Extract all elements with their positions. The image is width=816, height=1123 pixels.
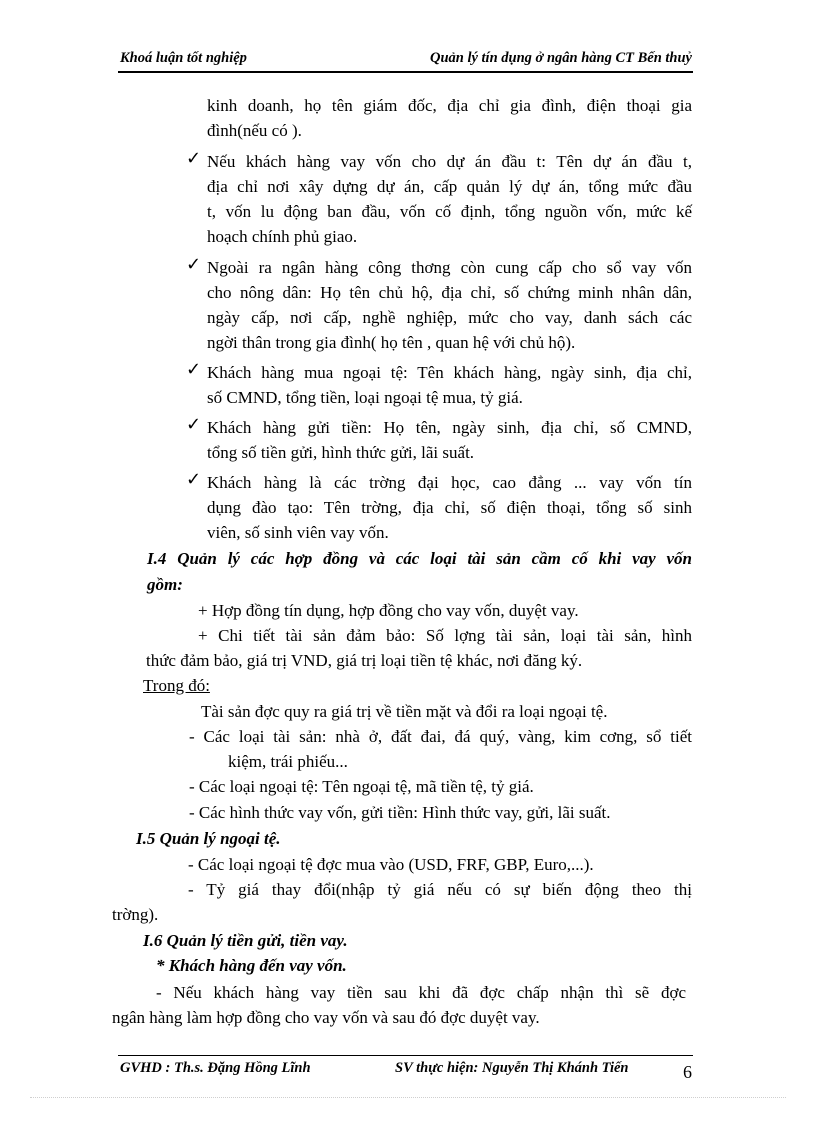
header-left: Khoá luận tốt nghiệp: [120, 50, 247, 66]
checkmark-icon: ✓: [186, 469, 202, 490]
list-item: - Các loại ngoại tệ: Tên ngoại tệ, mã tiền tệ, tỷ giá.: [189, 777, 534, 796]
footer-supervisor: GVHD : Th.s. Đặng Hồng Lĩnh: [120, 1060, 311, 1076]
section-heading: I.5 Quản lý ngoại tệ.: [136, 829, 281, 848]
list-item: - Các hình thức vay vốn, gửi tiền: Hình thức vay, gửi, lãi suất.: [189, 803, 611, 822]
text-line: ngày cấp, nơi cấp, nghề nghiệp, mức cho vay, danh sách các: [207, 308, 692, 327]
text-line: số CMND, tổng tiền, loại ngoại tệ mua, tỷ giá.: [207, 388, 523, 407]
page-bottom-divider: [30, 1097, 786, 1098]
text-line: Nếu khách hàng vay vốn cho dự án đầu t: Tên dự án đầu t,: [207, 152, 692, 171]
text-line: Ngoài ra ngân hàng công thơng còn cung cấp cho sổ vay vốn: [207, 258, 692, 277]
text-line: viên, số sinh viên vay vốn.: [207, 523, 389, 542]
footer-rule: [118, 1055, 693, 1056]
text-line: Khách hàng mua ngoại tệ: Tên khách hàng, ngày sinh, địa chỉ,: [207, 363, 692, 382]
subheading: Trong đó:: [143, 676, 210, 695]
text-line: đình(nếu có ).: [207, 121, 302, 140]
text-line: + Chi tiết tài sản đảm bảo: Số lợng tài sản, loại tài sản, hình: [198, 626, 692, 645]
list-item: - Các loại tài sản: nhà ở, đất đai, đá quý, vàng, kim cơng, sổ tiết: [189, 727, 692, 746]
text-line: trờng).: [112, 905, 159, 924]
text-line: địa chỉ nơi xây dựng dự án, cấp quản lý dự án, tổng mức đầu: [207, 177, 692, 196]
text-line: - Các loại ngoại tệ đợc mua vào (USD, FRF, GBP, Euro,...).: [188, 855, 594, 874]
page-header: [120, 50, 692, 68]
section-heading: I.4 Quản lý các hợp đồng và các loại tài sản cầm cố khi vay vốn: [147, 549, 692, 568]
text-line: cho nông dân: Họ tên chủ hộ, địa chỉ, số chứng minh nhân dân,: [207, 283, 692, 302]
checkmark-icon: ✓: [186, 148, 202, 169]
text-line: Khách hàng gửi tiền: Họ tên, ngày sinh, địa chỉ, số CMND,: [207, 418, 692, 437]
text-line: ngời thân trong gia đình( họ tên , quan hệ với chủ hộ).: [207, 333, 576, 352]
section-heading: I.6 Quản lý tiền gửi, tiền vay.: [143, 931, 348, 950]
header-rule: [118, 71, 693, 73]
text-line: thức đảm bảo, giá trị VND, giá trị loại tiền tệ khác, nơi đăng ký.: [146, 651, 583, 670]
text-line: - Nếu khách hàng vay tiền sau khi đã đợc chấp nhận thì sẽ đợc: [156, 983, 686, 1002]
text-line: kinh doanh, họ tên giám đốc, địa chỉ gia đình, điện thoại gia: [207, 96, 692, 115]
text-line: ngân hàng làm hợp đồng cho vay vốn và sau đó đợc duyệt vay.: [112, 1008, 540, 1027]
text-line: hoạch chính phủ giao.: [207, 227, 358, 246]
text-line: Tài sản đợc quy ra giá trị về tiền mặt và đổi ra loại ngoại tệ.: [201, 702, 608, 721]
footer-student: SV thực hiện: Nguyễn Thị Khánh Tiến: [395, 1060, 629, 1076]
text-line: kiệm, trái phiếu...: [228, 752, 348, 771]
header-right: Quản lý tín dụng ở ngân hàng CT Bến thuỷ: [429, 50, 692, 66]
text-line: t, vốn lu động ban đầu, vốn cố định, tổng nguồn vốn, mức kế: [207, 202, 692, 221]
page-number: 6: [683, 1062, 692, 1082]
checkmark-icon: ✓: [186, 414, 202, 435]
text-line: - Tỷ giá thay đổi(nhập tỷ giá nếu có sự biến động theo thị: [188, 880, 692, 899]
text-line: Khách hàng là các trờng đại học, cao đẳng ... vay vốn tín: [207, 473, 692, 492]
section-heading: gồm:: [147, 575, 183, 594]
subheading: * Khách hàng đến vay vốn.: [156, 956, 347, 975]
checkmark-icon: ✓: [186, 359, 202, 380]
page-footer: [120, 1060, 692, 1080]
text-line: + Hợp đồng tín dụng, hợp đồng cho vay vốn, duyệt vay.: [198, 601, 579, 620]
text-line: dụng đào tạo: Tên trờng, địa chỉ, số điện thoại, tổng số sinh: [207, 498, 692, 517]
checkmark-icon: ✓: [186, 254, 202, 275]
text-line: tổng số tiền gửi, hình thức gửi, lãi suất.: [207, 443, 475, 462]
